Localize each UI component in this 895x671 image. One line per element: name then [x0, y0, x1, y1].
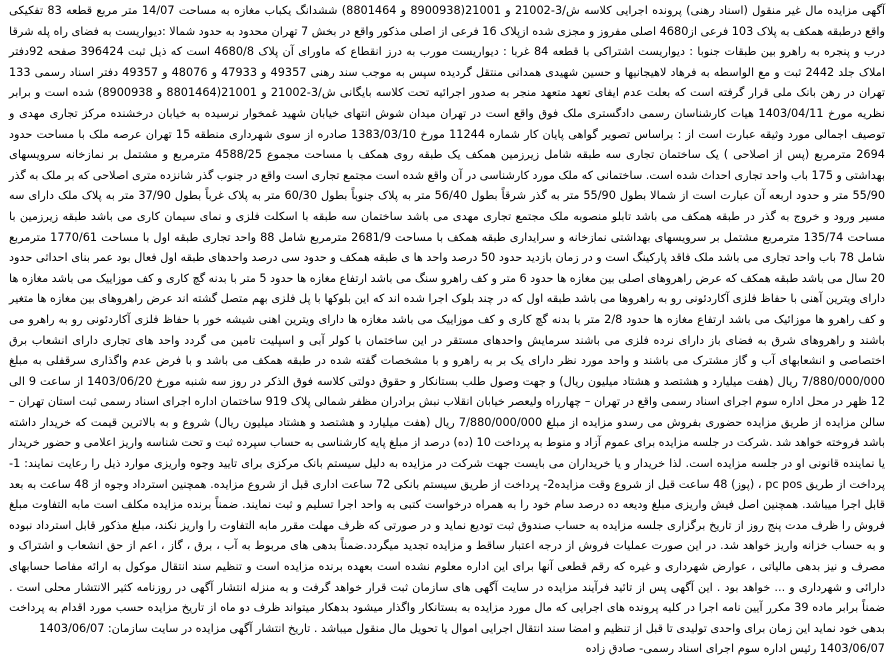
auction-notice-body: آگهی مزایده مال غیر منقول (اسناد رهنی) پرونده اجرایی کلاسه ش/3-21002 و 21001(8900938 و 8801464) ششدانگ یکباب مغازه به مساحت 14/07 متر مربع قطعه 83 تفکیکی واقع درطبقه همکف به پلاک 103 فرعی از4680 اصلی مفروز و مجزی شده ازپلاک 16 فرعی از اصلی مذکور واقع در بخش 7 تهران محدود به حدود شمالا :دیواریست به فضای راه پله شرقا درب و پنجره به راهرو بین طبقات جنوبا : دیواریست اشتراکی با قطعه 84 غربا : دیواریست مورب به درز انقطاع که ماورای آن پلاک 4680/8 است که ذیل ثبت 396424 صفحه 92دفتر املاک جلد 2442 ثبت و مع الواسطه به فرهاد لاهیجانیها و حسین شهیدی همدانی منتقل گردیده سپس به موجب سند رهنی 49357 و 47933 و 48076 و 49357 دفتر اسناد رسمی 133 تهران در رهن بانک ملی قرار گرفته است که بعلت عدم ایفای تعهد متعهد منجر به صدور اجرائیه تحت کلاسه بایگانی ش/3-21002 و 21001(8801464 و 8900938) شده است و برابر نظریه مورخ 1403/04/11 هیات کارشناسان رسمی دادگستری ملک فوق واقع است در تهران میدان شوش انتهای خیابان شهید غمخوار نرسیده به خیابان درخشنده مرکز تجاری مهدی و توصیف اجمالی مورد وثیقه عبارت است از : براساس تصویر گواهی پایان کار شماره 11244 مورخ 1383/03/10 صادره از سوی شهرداری منطقه 15 تهران عرصه ملک با مساحت حدود 2694 مترمربع (پس از اصلاحی ) یک ساختمان تجاری سه طبقه شامل زیرزمین همکف یک طبقه روی همکف با مساحت مجموع 4588/25 مترمربع و مشتمل بر نمازخانه سرویسهای بهداشتی و 175 باب واحد تجاری احداث شده است. ساختمانی که ملک مورد کارشناسی در آن واقع شده است مجتمع تجاری است واقع در جنوب گذر شانزده متری اصلاحی که بر ملک به گذر 55/90 متر و حدود اربعه آن عبارت است از شمالا بطول 55/90 متر به گذر شرقاً بطول 56/40 متر به پلاک جنوباً بطول 60/30 متر به پلاک غرباً بطول 37/90 متر به پلاک ملک دارای سه مسیر ورود و خروج به گذر در طبقه همکف می باشد تابلو منصوبه ملک مجتمع تجاری مهدی می باشد ساختمان سه طبقه با اسکلت فلزی و نمای سیمان کاری می باشد طبقه زیرزمین با مساحت 135/74 مترمربع مشتمل بر سرویسهای بهداشتی نمازخانه و سرایداری طبقه همکف با مساحت 2681/9 مترمربع شامل 88 واحد تجاری طبقه اول با مساحت 1770/61 مترمربع شامل 78 باب واحد تجاری می باشد ملک فاقد پارکینگ است و در زمان بازدید حدود 50 درصد واحد ها ی طبقه همکف و حدود سی درصد واحدهای طبقه اول فعال بود عمر بنای احداثی حدود 20 سال می باشد طبقه همکف که عرض راهروهای اصلی بین مغازه ها حدود 6 متر و کف راهرو سنگ می باشد ارتفاع مغازه ها حدود 5 متر با بدنه گچ کاری و کف موزاییک می باشد مغازه ها دارای ویترین آهنی با حفاظ فلزی آکاردئونی رو به راهروها می باشد طبقه اول که در چند بلوک اجرا شده اند که این بلوکها با پل فلزی بهم متصل گشته اند عرض راهروهای بین مغازه ها متغیر و کف راهرو ها موزائیک می باشد ارتفاع مغازه ها حدود 2/8 متر با بدنه گچ کاری و کف موزاییک می باشد مغازه ها دارای ویترین اهنی شیشه خور با حفاظ فلزی آکاردئونی رو به راهرو می باشند و راهروهای شرق به فضای باز دارای نرده فلزی می باشند سرمایش واحدهای مستقر در این ساختمان با کولر آبی و اسپلیت تامین می گردد واحد های تجاری دارای انشعاب برق اختصاصی و انشعابهای آب و گاز مشترک می باشند و واحد مورد نظر دارای یک بر به راهرو و با مشخصات گفته شده در طبقه همکف می باشد و با فرض عدم واگذاری سرقفلی به مبلغ 7/880/000/000 ریال (هفت میلیارد و هشتصد و هشتاد میلیون ریال) و جهت وصول طلب بستانکار و حقوق دولتی کلاسه فوق الذکر در روز سه شنبه مورخ 1403/06/20 از ساعت 9 الی 12 ظهر در محل اداره سوم اجرای اسناد رسمی واقع در تهران – چهارراه ولیعصر خیابان انقلاب نبش برادران مظفر شمالی پلاک 919 ساختمان اداره اجرای اسناد رسمی ثبت استان تهران – سالن مزایده از طریق مزایده حضوری بفروش می رسدو مزایده از مبلغ 7/880/000/000 ریال (هفت میلیارد و هشتصد و هشتاد میلیون ریال) شروع و به بالاترین قیمت که خریدار داشته باشد فروخته خواهد شد .شرکت در جلسه مزایده برای عموم آزاد و منوط به پرداخت 10 (ده) درصد از مبلغ پایه کارشناسی به حساب سپرده ثبت و تحت شناسه واریز اعلامی و حضور خریدار یا نماینده قانونی او در جلسه مزایده است. لذا خریدار و یا خریداران می بایست جهت شرکت در مزایده به دلیل سیستم بانک مرکزی برای تایید وجوه واریزی موارد ذیل را رعایت نمایند: 1- پرداخت از طریق pc pos ، (پوز) 48 ساعت قبل از شروع وقت مزایده2- پرداخت از طریق سیستم بانکی 72 ساعت اداری قبل از شروع مزایده. همچنین استرداد وجوه از 48 ساعت به بعد قابل اجرا میباشد. همچنین اصل فیش واریزی مبلغ ودیعه ده درصد سام خود را به همراه درخواست کتبی به واحد اجرا تسلیم و ثبت نمایند. ضمناً برنده مزایده مکلف است مابه التفاوت مبلغ فروش را ظرف مدت پنج روز از تاریخ برگزاری جلسه مزایده به حساب صندوق ثبت تودیع نماید و در صورتی که ظرف مهلت مقرر مابه التفاوت را واریز نکند، مبلغ مذکور قابل استرداد نبوده و به حساب خزانه واریز خواهد شد. در این صورت عملیات فروش از درجه اعتبار ساقط و مزایده تجدید میگردد.ضمناً بدهی های مربوط به آب ، برق ، گاز ، اعم از حق انشعاب و اشتراک و مصرف و نیز بدهی مالیاتی ، عوارض شهرداری و غیره که رقم قطعی آنها برای این اداره معلوم نشده است بعهده برنده مزایده است و تنظیم سند انتقال موکول به ارائه مفاصا حسابهای دارائی و شهرداری و ... خواهد بود . این آگهی پس از تائید فرآیند مزایده در سایت آگهی های سازمان ثبت قرار خواهد گرفت و به منزله انتشار آگهی در روزنامه کثیر الانتشار محلی است . ضمناً برابر ماده 39 مکرر آیین نامه اجرا در کلیه پرونده های اجرایی که مال مورد مزایده به بستانکار واگذار میشود بدهکار میتواند ظرف دو ماه از تاریخ مزایده حسب مورد اقدام به پرداخت بدهی خود نماید این زمان برای واحدی تولیدی تا قبل از تنظیم و امضا سند انتقال اجرایی اموال یا تحویل مال منقول میباشد . تاریخ انتشار آگهی مزایده در سایت سازمان: 1403/06/07: [9, 4, 886, 635]
auction-notice-signature: 1403/06/07 رئیس اداره سوم اجرای اسناد رسمی- صادق زاده: [585, 642, 885, 656]
